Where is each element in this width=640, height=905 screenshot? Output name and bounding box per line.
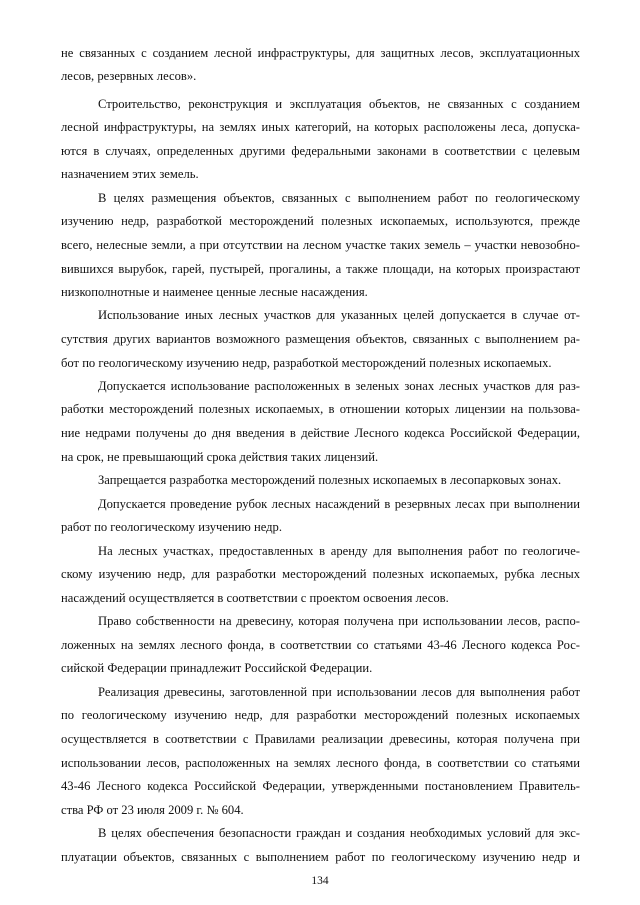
text-line: низкополнотные и наименее ценные лесные насаждения.	[61, 285, 368, 299]
text-line: сутствия других вариантов возможного размещения объектов, связанных с выполнением ра-	[61, 332, 580, 346]
text-line: скому изучению недр, для разработки месторождений полезных ископаемых, рубка лесных	[61, 567, 580, 581]
text-line: В целях обеспечения безопасности граждан и создания необходимых условий для экс-	[98, 826, 580, 840]
text-line: изучению недр, разработкой месторождений полезных ископаемых, используются, прежде	[61, 214, 580, 228]
text-line: Допускается проведение рубок лесных насаждений в резервных лесах при выполнении	[98, 497, 580, 511]
text-line: Запрещается разработка месторождений полезных ископаемых в лесопарковых зонах.	[98, 473, 562, 487]
text-line: по геологическому изучению недр, для разработки месторождений полезных ископаемых	[61, 708, 580, 722]
text-line: работ по геологическому изучению недр.	[61, 520, 282, 534]
text-line: Использование иных лесных участков для указанных целей допускается в случае от-	[98, 308, 580, 322]
text-line: насаждений осуществляется в соответствии с проектом освоения лесов.	[61, 591, 449, 605]
text-line: Строительство, реконструкция и эксплуатация объектов, не связанных с созданием	[98, 97, 580, 111]
text-line: на срок, не превышающий срока действия таких лицензий.	[61, 450, 379, 464]
text-line: ложенных на землях лесного фонда, в соответствии со статьями 43-46 Лесного кодекса Рос-	[61, 638, 580, 652]
text-line: вившихся вырубок, гарей, пустырей, прогалины, а также площади, на которых произрастают	[61, 262, 580, 276]
text-line: Допускается использование расположенных в зеленых зонах лесных участков для раз-	[98, 379, 580, 393]
text-line: ние недрами получены до дня введения в действие Лесного кодекса Российской Федерации,	[61, 426, 580, 440]
text-line: ются в случаях, определенных другими федеральными законами в соответствии с целевым	[61, 144, 580, 158]
text-line: осуществляется в соответствии с Правилами реализации древесины, которая получена при	[61, 732, 580, 746]
text-line: не связанных с созданием лесной инфраструктуры, для защитных лесов, эксплуатационных	[61, 46, 580, 60]
text-line: сийской Федерации принадлежит Российской Федерации.	[61, 661, 373, 675]
text-line: В целях размещения объектов, связанных с выполнением работ по геологическому	[98, 191, 580, 205]
text-line: назначением этих земель.	[61, 167, 199, 181]
text-line: ства РФ от 23 июля 2009 г. № 604.	[61, 803, 244, 817]
text-line: лесной инфраструктуры, на землях иных категорий, на которых расположены леса, допуска-	[61, 120, 580, 134]
text-line: 43-46 Лесного кодекса Российской Федерации, утвержденными постановлением Правитель-	[61, 779, 580, 793]
text-line: всего, нелесные земли, а при отсутствии на лесном участке таких земель – участки невозобно-	[61, 238, 580, 252]
text-line: бот по геологическому изучению недр, разработкой месторождений полезных ископаемых.	[61, 356, 552, 370]
page-number: 134	[311, 875, 329, 887]
text-line: плуатации объектов, связанных с выполнением работ по геологическому изучению недр и	[61, 850, 580, 864]
text-line: лесов, резервных лесов».	[61, 69, 197, 83]
text-line: На лесных участках, предоставленных в аренду для выполнения работ по геологиче-	[98, 544, 580, 558]
text-line: Реализация древесины, заготовленной при использовании лесов для выполнения работ	[98, 685, 580, 699]
text-line: Право собственности на древесину, которая получена при использовании лесов, распо-	[98, 614, 580, 628]
text-line: использовании лесов, расположенных на землях лесного фонда, в соответствии со статьями	[61, 756, 580, 770]
text-line: работки месторождений полезных ископаемых, в отношении которых лицензии на пользова-	[61, 402, 580, 416]
